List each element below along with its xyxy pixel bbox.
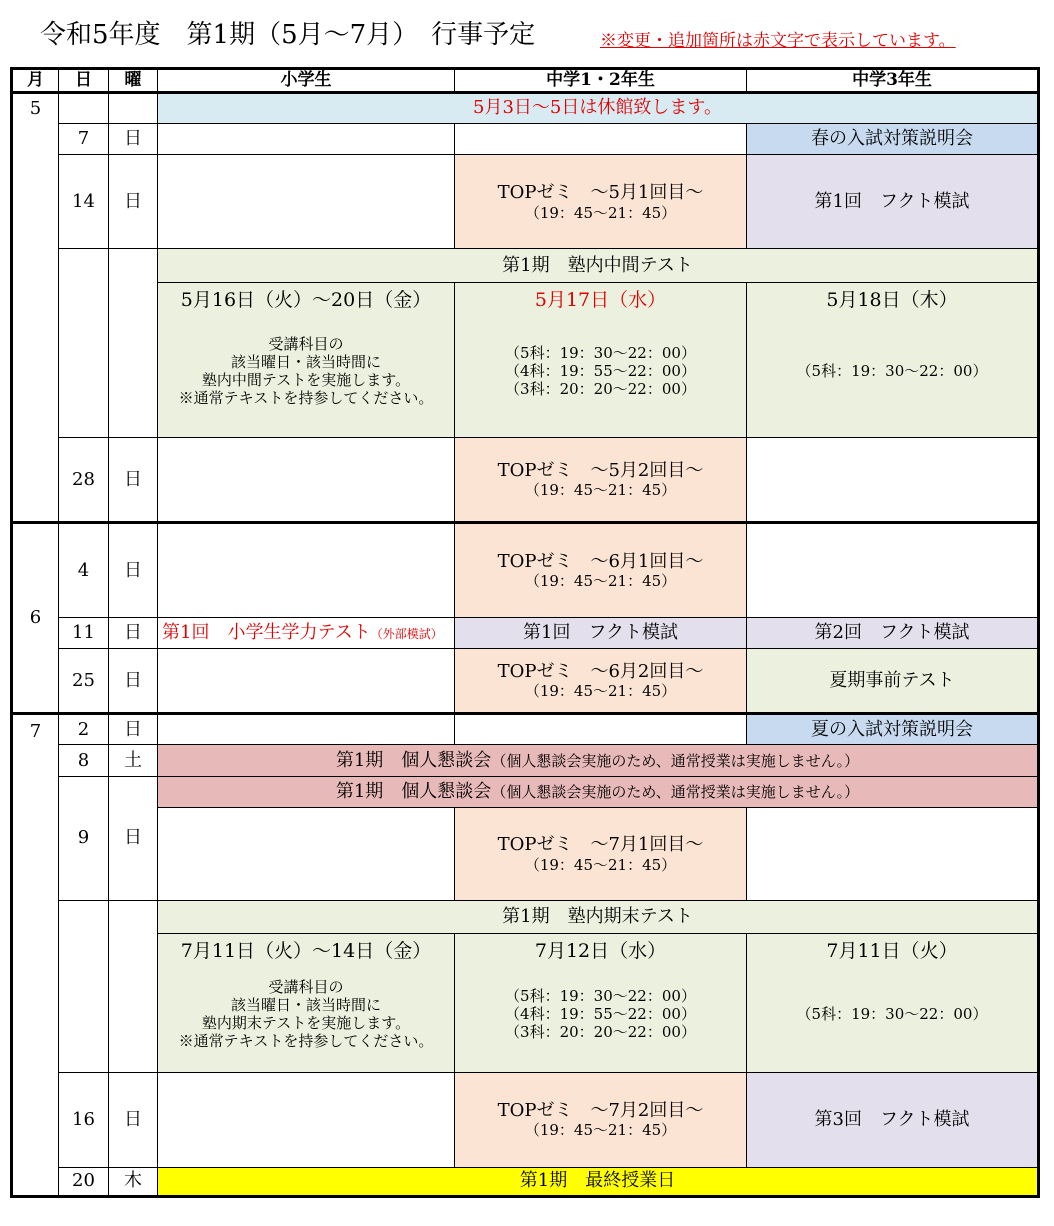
month-cell: 5: [12, 92, 59, 522]
elem-final-dates: 7月11日（火）～14日（金）: [180, 940, 432, 963]
note-line: 受講科目の: [268, 335, 344, 354]
top-seminar-cell: [455, 438, 747, 523]
seminar-time: （19：45～21：45）: [524, 572, 677, 591]
day-cell: [59, 900, 109, 1072]
header-jh3: 中学3年生: [747, 69, 1039, 93]
top-seminar-cell: [455, 649, 747, 714]
weekday-cell: [109, 900, 158, 1072]
note-line: 該当曜日・該当時間に: [230, 996, 381, 1015]
seminar-title: TOPゼミ ～5月1回目～: [497, 181, 704, 203]
jh12-midterm-date: 5月17日（水）: [534, 288, 667, 311]
jh3-cell: [747, 438, 1039, 523]
parent-meeting: [158, 776, 1039, 807]
elem-cell: [158, 649, 455, 714]
meeting-note: （個人懇談会実施のため、通常授業は実施しません。）: [491, 782, 860, 801]
top-seminar-cell: [455, 807, 747, 900]
weekday-cell: 土: [109, 745, 158, 776]
seminar-time: （19：45～21：45）: [524, 855, 677, 874]
header-weekday: 曜: [109, 69, 158, 93]
note-line: 該当曜日・該当時間に: [230, 353, 381, 372]
jh12-cell: [455, 713, 747, 744]
weekday-cell: 日: [109, 438, 158, 523]
top-seminar-cell: [455, 522, 747, 617]
jh12-midterm-cell: [455, 282, 747, 438]
weekday-cell: 日: [109, 522, 158, 617]
weekday-cell: 日: [109, 776, 158, 900]
day-cell: 14: [59, 155, 109, 249]
elem-midterm-dates: 5月16日（火）～20日（金）: [180, 288, 432, 311]
closure-notice: 5月3日～5日は休館致します。: [158, 92, 1039, 123]
month-cell: 6: [12, 522, 59, 713]
table-row: [12, 713, 1039, 744]
final-exam-title: 第1期 塾内期末テスト: [158, 900, 1039, 933]
table-row: [12, 776, 1039, 807]
table-row: [12, 1167, 1039, 1196]
note-line: 受講科目の: [268, 978, 344, 997]
table-row: [12, 934, 1039, 1072]
last-class-day: 第1期 最終授業日: [158, 1167, 1039, 1196]
table-row: [12, 155, 1039, 249]
seminar-time: （19：45～21：45）: [524, 682, 677, 701]
note-line: 塾内期末テストを実施します。: [201, 1014, 411, 1033]
jh12-mock-exam: 第1回 フクト模試: [455, 617, 747, 648]
day-cell: 7: [59, 123, 109, 154]
elem-cell: [158, 807, 455, 900]
seminar-title: TOPゼミ ～7月2回目～: [497, 1099, 704, 1121]
jh12-final-cell: [455, 934, 747, 1072]
table-row: [12, 92, 1039, 123]
seminar-time: （19：45～21：45）: [524, 1121, 677, 1140]
weekday-cell: 日: [109, 649, 158, 714]
weekday-cell: [109, 249, 158, 438]
jh3-event: 第3回 フクト模試: [747, 1072, 1039, 1167]
jh3-final-cell: [747, 934, 1039, 1072]
test-name: 第1回 小学生学力テスト: [162, 622, 371, 644]
header-row: [12, 69, 1039, 93]
day-cell: 11: [59, 617, 109, 648]
time-line: （4科：19：55～22：00）: [505, 1005, 696, 1024]
meeting-note: （個人懇談会実施のため、通常授業は実施しません。）: [491, 751, 860, 770]
jh3-cell: [747, 522, 1039, 617]
jh12-final-date: 7月12日（水）: [534, 940, 667, 963]
elem-midterm-cell: [158, 282, 455, 438]
elem-cell: [158, 1072, 455, 1167]
jh3-midterm-cell: [747, 282, 1039, 438]
elem-ability-test: [158, 617, 455, 648]
table-row: [12, 438, 1039, 523]
note-line: 塾内中間テストを実施します。: [201, 371, 411, 390]
jh3-event: 夏期事前テスト: [747, 649, 1039, 714]
day-cell: 25: [59, 649, 109, 714]
table-row: [12, 123, 1039, 154]
time-line: （5科：19：30～22：00）: [505, 987, 696, 1006]
time-line: （3科：20：20～22：00）: [505, 380, 696, 399]
schedule-table: [10, 67, 1040, 1198]
table-row: [12, 745, 1039, 776]
midterm-title: 第1期 塾内中間テスト: [158, 249, 1039, 282]
weekday-cell: 日: [109, 123, 158, 154]
time-line: （5科：19：30～22：00）: [505, 344, 696, 363]
day-cell: 8: [59, 745, 109, 776]
time-line: （5科：19：30～22：00）: [796, 362, 988, 381]
day-cell: 2: [59, 713, 109, 744]
elem-cell: [158, 522, 455, 617]
note-line: ※通常テキストを持参してください。: [178, 389, 434, 408]
elem-cell: [158, 713, 455, 744]
meeting-title: 第1期 個人懇談会: [335, 780, 492, 802]
elem-cell: [158, 123, 455, 154]
weekday-cell: [109, 92, 158, 123]
month-cell: 7: [12, 713, 59, 1196]
jh3-event: 夏の入試対策説明会: [747, 713, 1039, 744]
table-row: [12, 807, 1039, 900]
jh12-cell: [455, 123, 747, 154]
jh3-cell: [747, 807, 1039, 900]
seminar-time: （19：45～21：45）: [524, 481, 677, 500]
table-row: [12, 649, 1039, 714]
weekday-cell: 日: [109, 155, 158, 249]
time-line: （4科：19：55～22：00）: [505, 362, 696, 381]
elem-final-cell: [158, 934, 455, 1072]
test-note: （外部模試）: [370, 627, 443, 642]
header-jh12: 中学1・2年生: [455, 69, 747, 93]
weekday-cell: 木: [109, 1167, 158, 1196]
day-cell: [59, 249, 109, 438]
top-seminar-cell: [455, 155, 747, 249]
note-line: ※通常テキストを持参してください。: [178, 1032, 434, 1051]
jh3-mock-exam: 第2回 フクト模試: [747, 617, 1039, 648]
time-line: （3科：20：20～22：00）: [505, 1023, 696, 1042]
jh3-midterm-date: 5月18日（木）: [826, 288, 958, 311]
table-row: [12, 282, 1039, 438]
table-row: [12, 522, 1039, 617]
elem-cell: [158, 438, 455, 523]
seminar-title: TOPゼミ ～6月1回目～: [497, 550, 704, 572]
jh3-event: 第1回 フクト模試: [747, 155, 1039, 249]
weekday-cell: 日: [109, 1072, 158, 1167]
elem-cell: [158, 155, 455, 249]
meeting-title: 第1期 個人懇談会: [335, 749, 492, 771]
seminar-title: TOPゼミ ～5月2回目～: [497, 459, 704, 481]
jh3-final-date: 7月11日（火）: [826, 940, 958, 963]
table-row: [12, 617, 1039, 648]
header-day: 日: [59, 69, 109, 93]
day-cell: 20: [59, 1167, 109, 1196]
day-cell: 16: [59, 1072, 109, 1167]
seminar-time: （19：45～21：45）: [524, 203, 677, 222]
weekday-cell: 日: [109, 617, 158, 648]
top-seminar-cell: [455, 1072, 747, 1167]
table-row: [12, 900, 1039, 933]
table-row: [12, 249, 1039, 282]
day-cell: 9: [59, 776, 109, 900]
page-title: 令和5年度 第1期（5月～7月） 行事予定: [40, 20, 536, 50]
table-row: [12, 1072, 1039, 1167]
time-line: （5科：19：30～22：00）: [796, 1005, 988, 1024]
seminar-title: TOPゼミ ～7月1回目～: [497, 834, 704, 856]
seminar-title: TOPゼミ ～6月2回目～: [497, 660, 704, 682]
parent-meeting: [158, 745, 1039, 776]
header-elementary: 小学生: [158, 69, 455, 93]
day-cell: 28: [59, 438, 109, 523]
header-month: 月: [12, 69, 59, 93]
jh3-event: 春の入試対策説明会: [747, 123, 1039, 154]
day-cell: [59, 92, 109, 123]
weekday-cell: 日: [109, 713, 158, 744]
change-notice: ※変更・追加箇所は赤文字で表示しています。: [600, 31, 956, 51]
day-cell: 4: [59, 522, 109, 617]
